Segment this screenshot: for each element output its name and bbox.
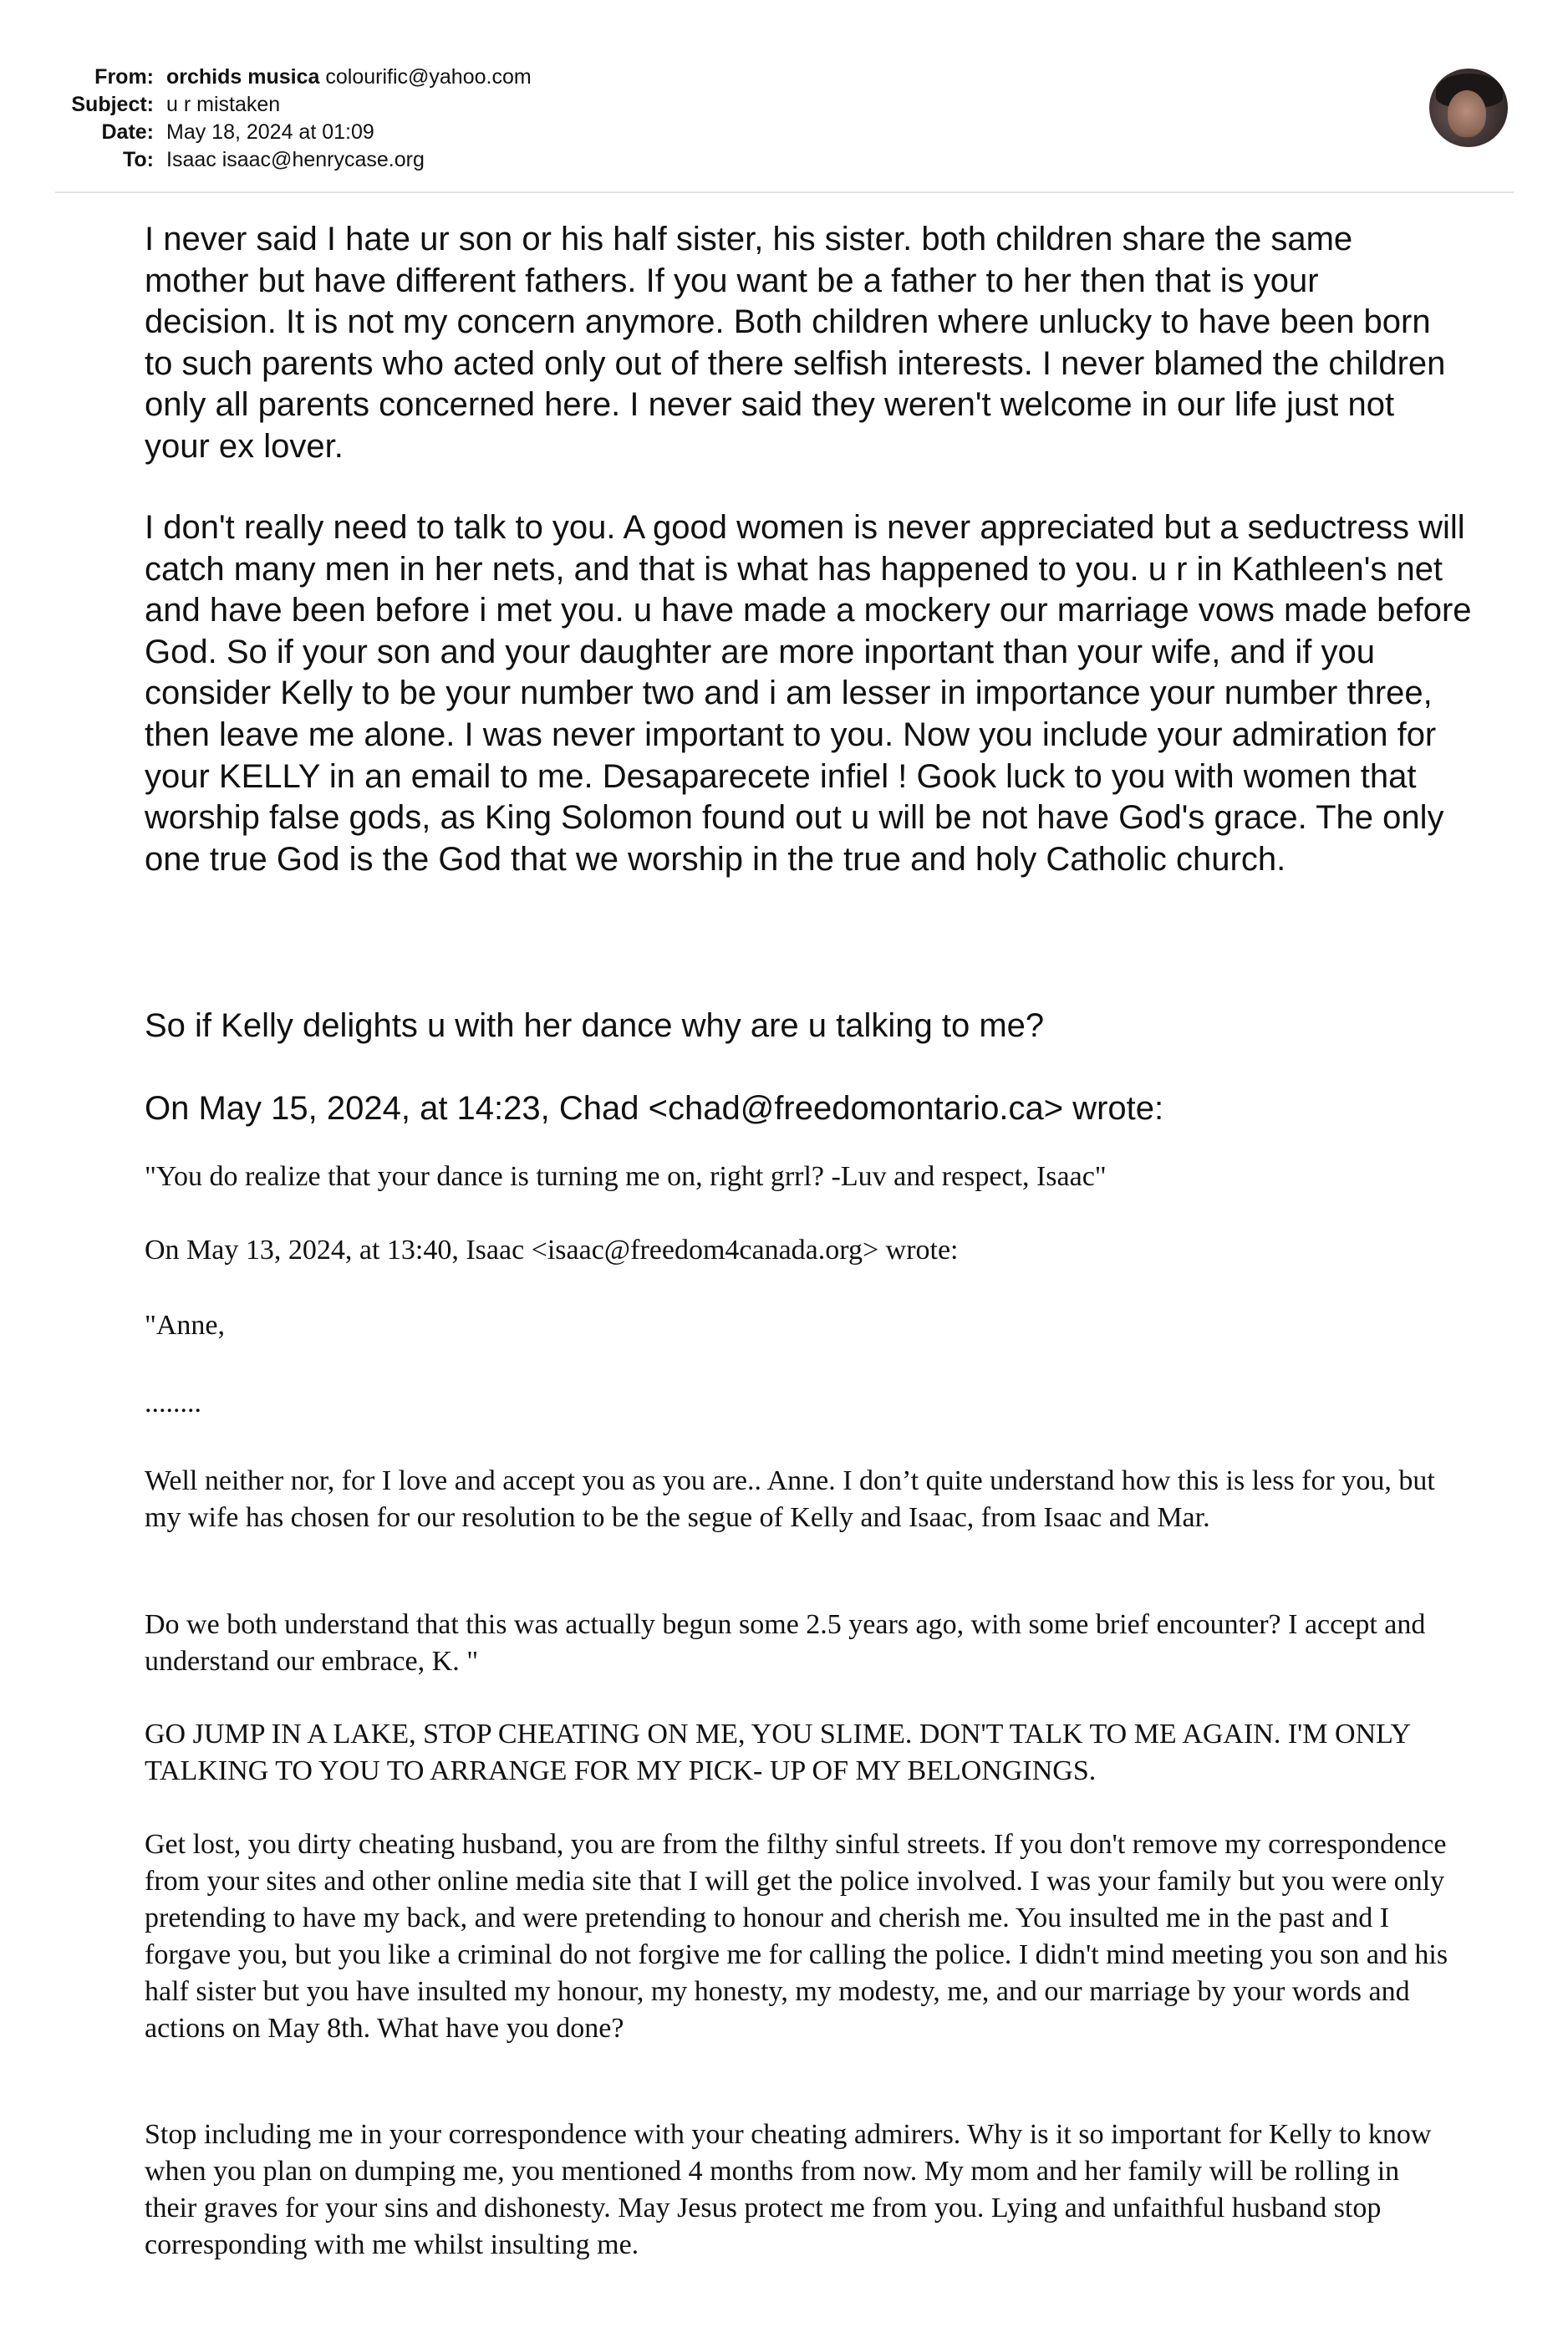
date-value: May 18, 2024 at 01:09 bbox=[166, 120, 374, 144]
quoted-paragraph-9 bbox=[145, 2116, 1448, 2264]
quoted-text: Stop including me in your correspondence with your cheating admirers. Why is it so important for Kelly to know when you plan on dumping me, you mentioned 4 months from now. My mom and her family will be rolling in their graves for your sins and dishonesty. May Jesus protect me from you. Lying and unfaithful husband stop corresponding with me whilst insulting me. bbox=[145, 2119, 1432, 2260]
quoted-text: "Anne, bbox=[145, 1310, 226, 1341]
body-text: I never said I hate ur son or his half sister, his sister. both children share the same mother but have different fathers. If you want be a father to her then that is your decision. It is not my concern anymore. Both children where unlucky to have been born to such parents who acted only out of there selfish interests. I never blamed the children only all parents concerned here. I never said they weren't welcome in our life just not your ex lover. bbox=[145, 221, 1446, 465]
sender-email[interactable]: colourific@yahoo.com bbox=[325, 65, 532, 89]
from-row bbox=[0, 64, 1568, 91]
sender-avatar bbox=[1429, 69, 1508, 147]
quoted-ellipsis bbox=[145, 1385, 1482, 1422]
avatar-face-shape bbox=[1448, 90, 1486, 137]
subject-label: Subject: bbox=[71, 93, 154, 116]
header-divider bbox=[55, 191, 1514, 193]
body-paragraph-2 bbox=[145, 507, 1490, 880]
body-paragraph-3 bbox=[145, 1006, 1482, 1047]
to-label: To: bbox=[122, 148, 154, 171]
quoted-text: "You do realize that your dance is turning me on, right grrl? -Luv and respect, Isaac" bbox=[145, 1161, 1107, 1192]
quoted-paragraph-8 bbox=[145, 1826, 1474, 2047]
quote-attribution-chad bbox=[145, 1088, 1482, 1130]
quote-attribution-isaac bbox=[145, 1232, 1482, 1269]
quoted-text: Well neither nor, for I love and accept you as you are.. Anne. I don’t quite understand how this is less for you, but my wife has chosen for our resolution to be the segue of Kelly and Isaac, from Isaac and Mar. bbox=[145, 1465, 1435, 1533]
quoted-paragraph-5 bbox=[145, 1463, 1457, 1536]
quoted-paragraph-7 bbox=[145, 1716, 1457, 1790]
to-row bbox=[0, 146, 1568, 174]
sender-name: orchids musica bbox=[166, 65, 320, 89]
date-row bbox=[0, 119, 1568, 146]
quoted-salutation bbox=[145, 1307, 1482, 1344]
date-label: Date: bbox=[101, 120, 154, 144]
quoted-text: Do we both understand that this was actually begun some 2.5 years ago, with some brief encounter? I accept and understand our embrace, K. " bbox=[145, 1609, 1426, 1677]
email-header bbox=[0, 64, 1568, 174]
quoted-text: GO JUMP IN A LAKE, STOP CHEATING ON ME, YOU SLIME. DON'T TALK TO ME AGAIN. I'M ONLY TALKING TO YOU TO ARRANGE FOR MY PICK- UP OF MY BELONGINGS. bbox=[145, 1719, 1410, 1786]
quoted-paragraph-1 bbox=[145, 1159, 1482, 1195]
to-value[interactable]: Isaac isaac@henrycase.org bbox=[166, 148, 425, 171]
quoted-text: ........ bbox=[145, 1388, 201, 1419]
quoted-paragraph-6 bbox=[145, 1607, 1457, 1680]
body-text: I don't really need to talk to you. A good women is never appreciated but a seductress will catch many men in her nets, and that is what has happened to you. u r in Kathleen's net and have been before i met you. u have made a mockery our marriage vows made before God. So if your son and your daughter are more inportant than your wife, and if you consider Kelly to be your number two and i am lesser in importance your number three, then leave me alone. I was never important to you. Now you include your admiration for your KELLY in an email to me. Desaparecete infiel ! Gook luck to you with women that worship false gods, as King Solomon found out u will be not have God's grace. The only one true God is the God that we worship in the true and holy Catholic church. bbox=[145, 509, 1472, 878]
body-text: So if Kelly delights u with her dance why are u talking to me? bbox=[145, 1007, 1045, 1044]
body-text: On May 15, 2024, at 14:23, Chad <chad@freedomontario.ca> wrote: bbox=[145, 1090, 1164, 1127]
subject-value: u r mistaken bbox=[166, 93, 281, 116]
subject-row bbox=[0, 91, 1568, 119]
quoted-text: Get lost, you dirty cheating husband, you are from the filthy sinful streets. If you don't remove my correspondence from your sites and other online media site that I will get the police involved. I was your family but you were only pretending to have my back, and were pretending to honour and cherish me. You insulted me in the past and I forgave you, but you like a criminal do not forgive me for calling the police. I didn't mind meeting you son and his half sister but you have insulted my honour, my honesty, my modesty, me, and our marriage by your words and actions on May 8th. What have you done? bbox=[145, 1829, 1448, 2044]
from-label: From: bbox=[94, 65, 154, 89]
quoted-text: On May 13, 2024, at 13:40, Isaac <isaac@freedom4canada.org> wrote: bbox=[145, 1235, 959, 1266]
body-paragraph-1 bbox=[145, 219, 1448, 468]
from-value bbox=[166, 64, 532, 91]
